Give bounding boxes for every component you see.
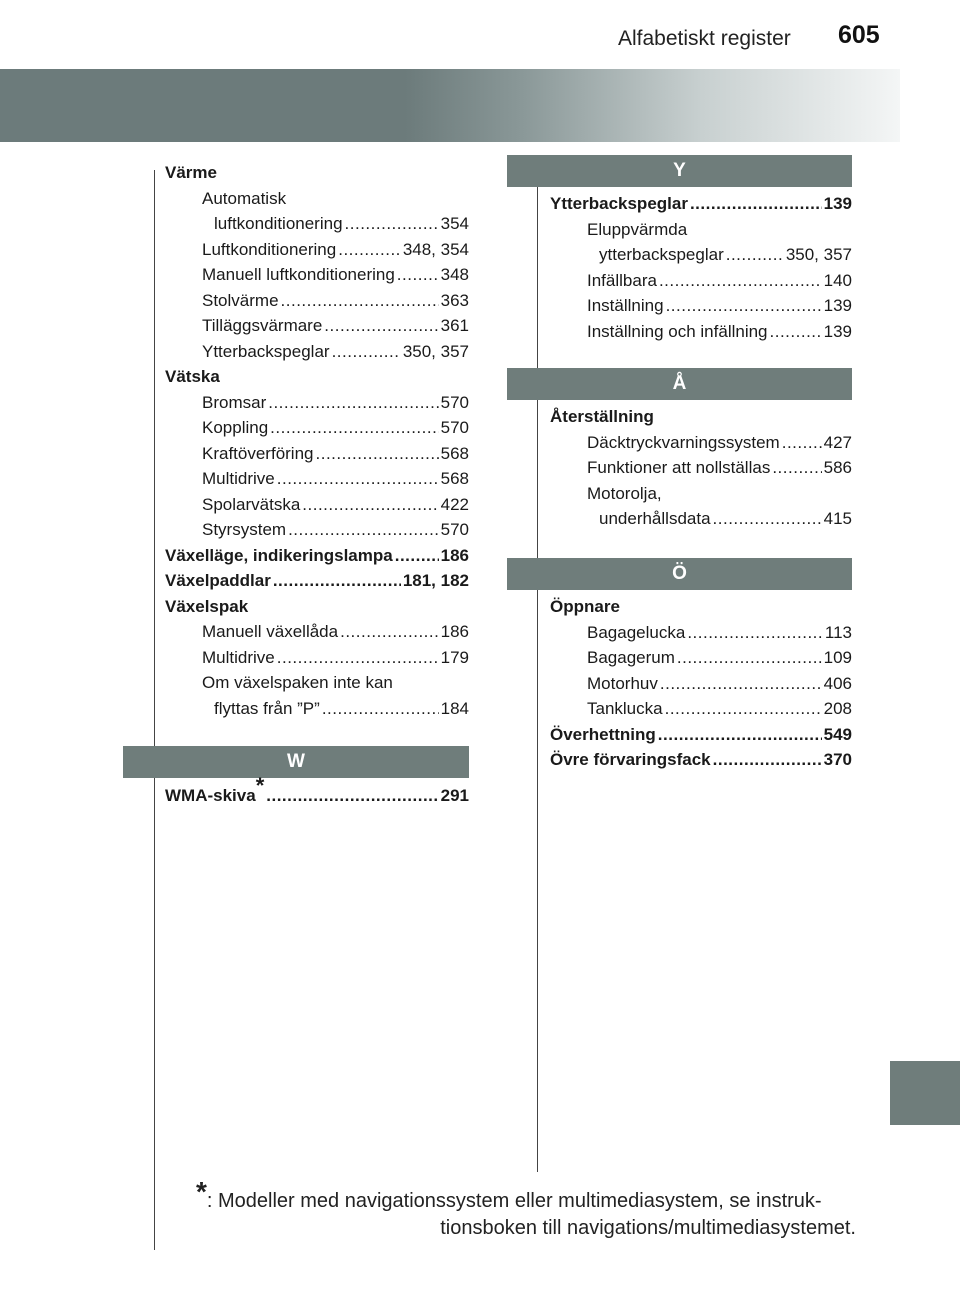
index-page-ref: 350, 357: [402, 341, 469, 361]
dot-leader: [782, 433, 822, 453]
index-entry-text: flyttas från ”P”: [214, 698, 320, 718]
index-entry-text: Funktioner att nollställas: [587, 458, 771, 477]
index-entry-text: Öppnare: [550, 597, 620, 616]
index-entry: [587, 220, 687, 240]
index-entry-text: Tilläggsvärmare: [202, 316, 323, 335]
index-entry-text: Överhettning: [550, 724, 656, 744]
dot-leader: [345, 214, 439, 234]
footnote-mark: *: [196, 1176, 207, 1207]
dot-leader: [395, 546, 439, 566]
index-page-ref: 113: [824, 622, 852, 642]
index-entry-text: Om växelspaken inte kan: [202, 673, 393, 692]
index-page-ref: 370: [823, 750, 852, 769]
index-entry: [587, 322, 852, 342]
index-entry-text: Styrsystem: [202, 520, 287, 539]
left-column-rule: [154, 170, 155, 1250]
dot-leader: [665, 699, 822, 719]
index-page-ref: 184: [440, 698, 469, 718]
dot-leader: [713, 509, 822, 529]
dot-leader: [772, 458, 821, 478]
index-entry-text: Bagagerum: [587, 648, 675, 667]
dot-leader: [273, 571, 401, 591]
index-entry: [587, 433, 852, 453]
index-page-ref: 354: [440, 214, 469, 233]
index-page-ref: 179: [440, 647, 469, 667]
index-entry-text: Manuell växellåda: [202, 622, 339, 641]
index-entry: [587, 648, 852, 668]
index-entry: [202, 342, 469, 362]
index-page-ref: 415: [823, 509, 852, 528]
index-entry: [202, 648, 469, 668]
index-page-ref: 549: [823, 724, 852, 744]
index-entry-text: Däcktryckvarningssystem: [587, 432, 780, 452]
index-entry: [587, 458, 852, 478]
index-page-ref: 181, 182: [402, 571, 469, 590]
dot-leader: [677, 648, 822, 668]
footnote-line-1: *: Modeller med navigationssystem eller multimediasystem, se instruk-: [196, 1176, 822, 1212]
index-entry-text: underhållsdata: [599, 509, 711, 528]
dot-leader: [726, 245, 784, 265]
index-entry: [587, 271, 852, 291]
index-entry: [165, 546, 469, 566]
footnote-mark: *: [255, 773, 265, 798]
header-banner: [0, 69, 900, 142]
index-page-ref: 363: [440, 290, 469, 310]
dot-leader: [268, 393, 438, 413]
letter-heading-w: W: [123, 746, 469, 778]
index-entry: [587, 699, 852, 719]
index-entry-text: Stolvärme: [202, 290, 279, 310]
index-page-ref: 406: [823, 673, 852, 693]
index-entry-text: Bromsar: [202, 392, 267, 412]
dot-leader: [281, 291, 439, 311]
dot-leader: [338, 240, 401, 260]
index-entry-text: Vätska: [165, 367, 220, 386]
index-entry-text: Eluppvärmda: [587, 219, 688, 239]
index-entry: [550, 597, 620, 617]
index-entry-text: Återställning: [550, 407, 654, 426]
index-page-ref: 568: [440, 469, 469, 488]
index-entry: [550, 725, 852, 745]
dot-leader: [270, 418, 438, 438]
index-entry-text: Motorolja,: [587, 483, 662, 503]
index-entry: [550, 750, 852, 770]
index-entry: [202, 495, 469, 515]
index-entry-text: Ytterbackspeglar: [202, 341, 330, 361]
index-entry: [214, 699, 469, 719]
index-entry: [202, 418, 469, 438]
dot-leader: [658, 725, 822, 745]
index-entry-text: Växelspak: [165, 596, 249, 616]
index-entry-text: Multidrive: [202, 469, 275, 488]
dot-leader: [288, 520, 439, 540]
letter-heading: Å: [507, 368, 852, 400]
index-entry: [599, 245, 852, 265]
dot-leader: [660, 674, 822, 694]
index-entry: [214, 214, 469, 234]
index-page-ref: 348, 354: [402, 239, 469, 259]
index-page-ref: 350, 357: [785, 245, 852, 264]
letter-heading: Y: [507, 155, 852, 187]
letter-heading: Ö: [507, 558, 852, 590]
index-entry-text: Koppling: [202, 418, 269, 437]
footnote-line-2: tionsboken till navigations/multimediasystemet.: [440, 1217, 856, 1239]
index-entry-text: Manuell luftkonditionering: [202, 265, 395, 284]
index-entry-text: Inställning och infällning: [587, 321, 768, 341]
index-entry: [587, 674, 852, 694]
index-page-ref: 208: [823, 699, 852, 718]
dot-leader: [316, 444, 439, 464]
dot-leader: [340, 622, 439, 642]
index-entry-text: WMA-skiva: [165, 786, 256, 805]
index-entry: [202, 469, 469, 489]
index-page-ref: 139: [823, 296, 852, 315]
dot-leader: [302, 495, 438, 515]
dot-leader: [277, 469, 439, 489]
index-entry-text: Värme: [165, 163, 217, 182]
index-entry: [587, 484, 662, 504]
index-entry: [587, 623, 852, 643]
index-entry: [202, 189, 286, 209]
index-entry: [202, 240, 469, 260]
dot-leader: [666, 296, 822, 316]
index-entry-text: ytterbackspeglar: [599, 245, 724, 264]
index-page-ref: 109: [823, 648, 852, 667]
dot-leader: [713, 750, 822, 770]
index-entry: [202, 520, 469, 540]
index-entry: [165, 571, 469, 591]
index-page-ref: 291: [440, 786, 469, 805]
index-entry-text: Multidrive: [202, 647, 275, 667]
index-page-ref: 186: [440, 545, 469, 565]
index-page-ref: 570: [440, 520, 469, 539]
index-entry: [587, 296, 852, 316]
index-page-ref: 139: [823, 321, 852, 341]
index-entry-text: Spolarvätska: [202, 494, 301, 514]
right-column-rule: [537, 187, 538, 1172]
index-entry-text: Övre förvaringsfack: [550, 750, 711, 769]
index-entry: [550, 194, 852, 214]
index-entry-text: Bagagelucka: [587, 622, 686, 642]
index-entry-text: luftkonditionering: [214, 214, 343, 233]
dot-leader: [770, 322, 822, 342]
dot-leader: [687, 623, 823, 643]
index-page-ref: 140: [823, 270, 852, 290]
index-entry-text: Automatisk: [202, 188, 287, 208]
index-entry: [202, 265, 469, 285]
dot-leader: [332, 342, 401, 362]
index-page-ref: 568: [440, 443, 469, 463]
index-entry: [202, 444, 469, 464]
index-entry: [202, 622, 469, 642]
index-entry-text: Växelpaddlar: [165, 571, 271, 590]
dot-leader: [690, 194, 822, 214]
index-entry: [165, 597, 248, 617]
index-entry-text: Luftkonditionering: [202, 239, 337, 259]
dot-leader: [659, 271, 822, 291]
index-entry: [202, 316, 469, 336]
index-entry-text: Ytterbackspeglar: [550, 194, 688, 213]
index-entry: [202, 673, 393, 693]
index-entry-wma: [165, 773, 469, 806]
index-page-ref: 427: [823, 432, 852, 452]
index-entry-text: Tanklucka: [587, 699, 663, 718]
index-entry: [550, 407, 654, 427]
index-entry: [165, 163, 217, 183]
section-title: Alfabetiskt register: [618, 27, 791, 50]
index-entry: [165, 367, 220, 387]
index-entry-text: Kraftöverföring: [202, 443, 314, 463]
dot-leader: [277, 648, 439, 668]
index-page-ref: 186: [440, 622, 469, 641]
index-page-ref: 586: [823, 458, 852, 477]
index-page-ref: 570: [440, 392, 469, 412]
index-entry-text: Inställning: [587, 296, 664, 315]
dot-leader: [322, 699, 439, 719]
index-page-ref: 361: [440, 316, 469, 335]
index-entry-text: Motorhuv: [587, 673, 658, 693]
index-page-ref: 422: [440, 494, 469, 514]
page-number: 605: [838, 21, 880, 49]
index-page-ref: 348: [440, 265, 469, 284]
dot-leader: [397, 265, 439, 285]
index-entry: [202, 393, 469, 413]
index-entry: [599, 509, 852, 529]
index-entry-text: Infällbara: [587, 270, 657, 290]
index-entry-text: Växelläge, indikeringslampa: [165, 545, 393, 565]
dot-leader: [324, 316, 438, 336]
section-thumb-tab: [890, 1061, 960, 1125]
index-page-ref: 139: [823, 194, 852, 213]
index-entry: [202, 291, 469, 311]
index-page-ref: 570: [440, 418, 469, 437]
